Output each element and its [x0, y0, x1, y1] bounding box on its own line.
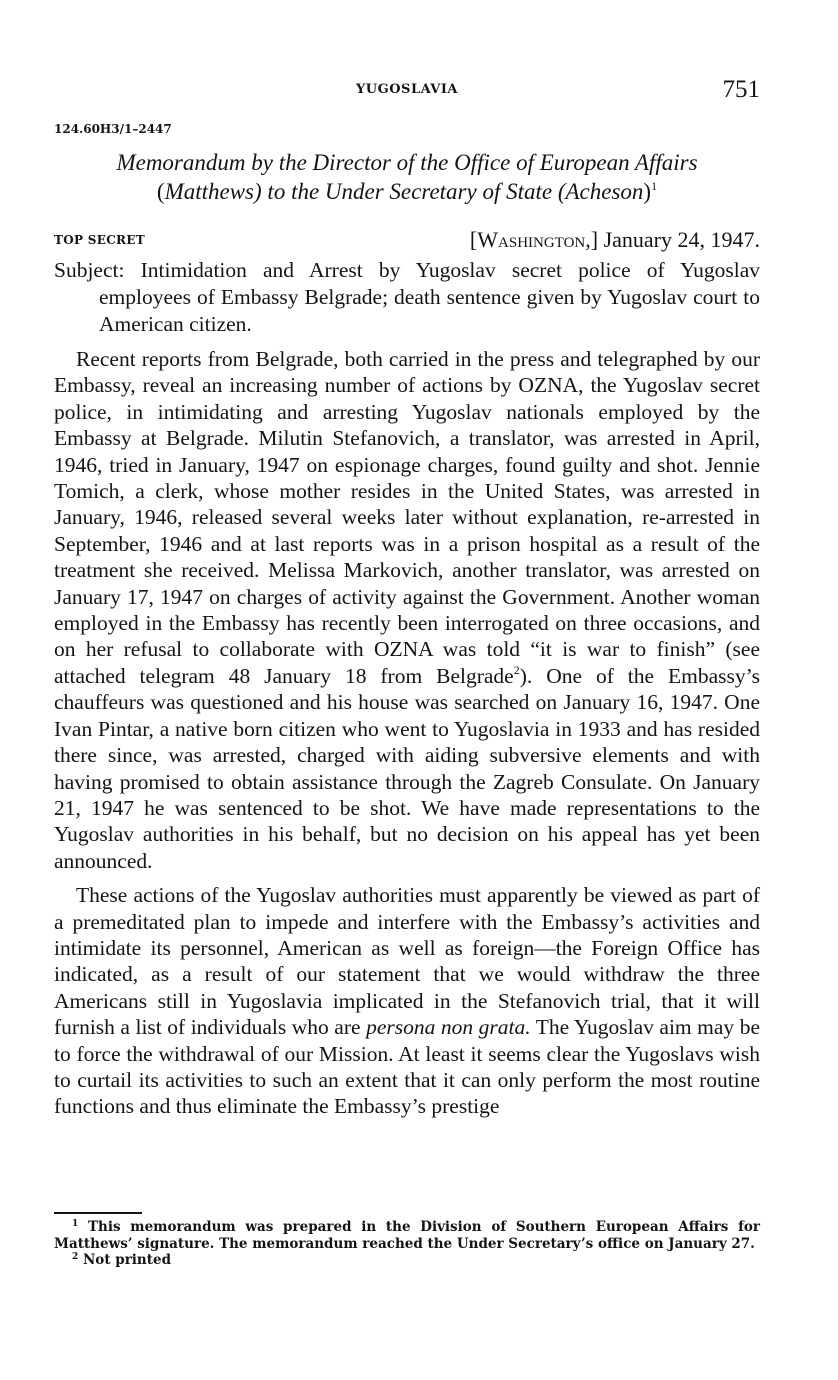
p1-text-b: ). One of the Embassy’s chauffeurs was questioned and his house was searched on January 16, 1947. One Ivan Pintar, a native born citizen who went to Yugoslavia in 1933 and has resided there since, was arrested, charged with aiding subversive elements and with having promised to obtain assistance through the Zagreb Consulate. On January 21, 1947 he was sentenced to be shot. We have made representations to the Yugoslav authorities in his behalf, but no decision on his appeal has yet been announced. [54, 663, 760, 873]
subject-text: Intimidation and Arrest by Yugoslav secret police of Yugoslav employees of Embassy Belgrade; death sentence given by Yugoslav court to American citizen. [99, 258, 760, 336]
header-line [54, 227, 760, 257]
date: January 24, 1947. [603, 227, 760, 252]
title-name-acheson: Acheson [565, 179, 644, 204]
footnote-1 [54, 1219, 760, 1252]
title-open-paren: ( [156, 179, 165, 204]
footnote-2 [54, 1252, 760, 1269]
footnote-1-marker: 1 [72, 1219, 79, 1229]
running-title: YUGOSLAVIA [356, 82, 458, 97]
footnote-1-text: This memorandum was prepared in the Division of Southern European Affairs for Matthews’ signature. The memorandum reached the Under Secretary’s office on January 27. [54, 1219, 761, 1252]
footnote-2-marker: 2 [72, 1252, 79, 1262]
body-text [54, 346, 760, 1128]
file-number: 124.60H3/1–2447 [54, 122, 172, 136]
classification-label: TOP SECRET [54, 233, 145, 247]
document-title-line-1: Memorandum by the Director of the Office of European Affairs [116, 150, 698, 175]
footnote-divider [54, 1212, 142, 1214]
running-head [54, 78, 760, 108]
place-date [470, 227, 760, 253]
document-title [54, 148, 760, 206]
footnotes [54, 1219, 760, 1269]
subject-line [54, 257, 760, 338]
document-title-line-2 [54, 177, 760, 206]
p1-text-a: Recent reports from Belgrade, both carried in the press and telegraphed by our Embassy, reveal an increasing number of actions by OZNA, the Yugoslav secret police, in intimidating and arresting Yugoslav nationals employed by the Embassy at Belgrade. Milutin Stefanovich, a translator, was arrested in April, 1946, tried in January, 1947 on espionage charges, found guilty and shot. Jennie Tomich, a clerk, whose mother resides in the United States, was arrested in January, 1946, released several weeks later without explanation, re-arrested in September, 1946 and at last reports was in a prison hospital as a result of the treatment she received. Melissa Markovich, another translator, was arrested on January 17, 1947 on charges of activity against the Government. Another woman employed in the Embassy has recently been interrogated on three occasions, and on her refusal to collaborate with OZNA was told “it is war to finish” (see attached telegram 48 January 18 from Belgrade [54, 347, 760, 688]
title-middle: ) to the Under Secretary of State ( [254, 179, 566, 204]
subject-label: Subject: [54, 258, 125, 282]
footnote-ref-1: 1 [651, 179, 658, 193]
page-number: 751 [722, 76, 760, 103]
body-paragraph-2 [54, 882, 760, 1120]
p2-text-b: The Yugoslav aim may be to force the withdrawal of our Mission. At least it seems clear the Yugoslavs wish to curtail its activities to such an extent that it can only perform the most routine functions and thus eliminate the Embassy’s prestige [54, 1015, 760, 1119]
body-paragraph-1 [54, 346, 760, 874]
footnote-2-text: Not printed [82, 1252, 172, 1268]
place: [Washington,] [469, 227, 599, 252]
title-close-paren: ) [643, 179, 652, 204]
p2-text-a: These actions of the Yugoslav authorities must apparently be viewed as part of a premeditated plan to impede and interfere with the Embassy’s activities and intimidate its personnel, American as well as foreign—the Foreign Office has indicated, as a result of our statement that we would withdraw the three Americans still in Yugoslavia implicated in the Stefanovich trial, that it will furnish a list of individuals who are [54, 883, 760, 1040]
footnote-ref-2: 2 [513, 662, 520, 677]
title-name-matthews: Matthews [164, 179, 255, 204]
p2-italic-phrase: persona non grata. [366, 1015, 531, 1040]
